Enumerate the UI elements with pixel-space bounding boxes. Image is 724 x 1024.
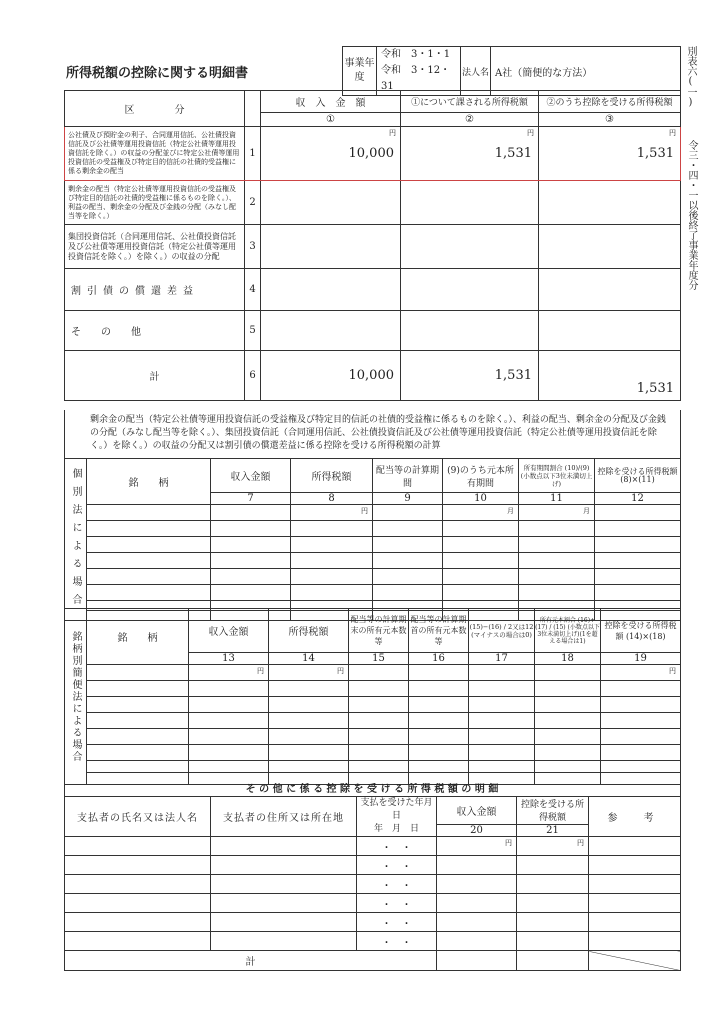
table-row	[65, 681, 681, 697]
date-dots: ・ ・	[357, 932, 437, 951]
deduct-header: ②のうち控除を受ける所得税額	[539, 91, 681, 113]
deduct-value: 1,531	[636, 146, 674, 161]
corp-name-label: 法人名	[461, 47, 491, 96]
kubun-header: 区 分	[65, 91, 245, 127]
yen-unit: 円	[527, 129, 534, 137]
income-header: 収 入 金 額	[261, 91, 401, 113]
col-no: 20	[437, 824, 517, 836]
individual-method-label: 個別法による場合	[70, 467, 81, 612]
tax-value: 1,531	[494, 146, 532, 161]
col-no: 13	[189, 653, 269, 665]
row-no: 4	[245, 269, 261, 311]
col-header: 支払者の住所又は所在地	[211, 797, 357, 837]
table-row	[65, 225, 681, 269]
income-value: 10,000	[348, 146, 394, 161]
tax-total: 1,531	[401, 351, 539, 401]
col-no: 19	[601, 653, 681, 665]
col-header: 支払者の氏名又は法人名	[65, 797, 211, 837]
fiscal-year-from: 令和 3・1・1	[381, 49, 451, 60]
month-unit: 月	[507, 507, 514, 515]
table-row	[65, 932, 681, 951]
table-row	[65, 761, 681, 773]
col-no-1: ①	[261, 113, 401, 127]
date-dots: ・ ・	[357, 913, 437, 932]
yen-unit: 円	[669, 129, 676, 137]
table-row	[65, 311, 681, 351]
table-row	[65, 745, 681, 761]
yen-unit: 円	[361, 507, 368, 515]
table-row	[65, 837, 681, 856]
tax-header: ①について課される所得税額	[401, 91, 539, 113]
col-no: 14	[269, 653, 349, 665]
row-label: 割引債の償還差益	[65, 269, 245, 311]
row-label: そ の 他	[65, 311, 245, 351]
main-table	[64, 90, 681, 401]
simplified-method-label: 銘柄別簡便法による場合	[70, 630, 81, 763]
diagonal-cell	[589, 951, 681, 971]
table-row	[65, 537, 681, 553]
yen-unit: 円	[389, 129, 396, 137]
table-row	[65, 951, 681, 971]
col-header: 銘 柄	[87, 459, 211, 505]
yen-unit: 円	[577, 839, 584, 847]
row-no: 6	[245, 351, 261, 401]
form-title: 所得税額の控除に関する明細書	[66, 66, 249, 81]
col-header: 配当等の計算期間	[373, 459, 443, 493]
table-row	[65, 856, 681, 875]
row-label: 公社債及び預貯金の利子、合同運用信託、公社債投資信託及び公社債等運用投資信託（特定公社債等運用投資信託を除く。）の収益の分配並びに特定公社債等運用投資信託の受益権及び特定目的信託の社債的受益権に係る剰余金の配当	[65, 127, 245, 181]
col-no: 8	[291, 493, 373, 505]
col-header: 配当等の計算期末の所有元本数等	[349, 609, 409, 653]
fiscal-year-to: 令和 3・12・31	[381, 65, 451, 92]
month-unit: 月	[583, 507, 590, 515]
other-deductions-table	[64, 796, 681, 971]
table-row	[65, 269, 681, 311]
table-row	[65, 585, 681, 601]
date-dots: ・ ・	[357, 894, 437, 913]
col-no: 11	[519, 493, 595, 505]
date-dots: ・ ・	[357, 875, 437, 894]
date-dots: ・ ・	[357, 856, 437, 875]
yen-unit: 円	[669, 667, 676, 675]
col-header: 控除を受ける所得税額 (8)×(11)	[595, 459, 681, 493]
fiscal-year-dates	[377, 47, 461, 96]
row-no: 2	[245, 181, 261, 225]
table-row	[65, 697, 681, 713]
col-header: 収入金額	[211, 459, 291, 493]
col-header: 控除を受ける所得税額	[517, 797, 589, 825]
col-no-2: ②	[401, 113, 539, 127]
form-number: 別表六(一)	[685, 46, 696, 108]
col-header: 収入金額	[437, 797, 517, 825]
date-sub-header: 年 月 日	[373, 824, 419, 834]
table-row	[65, 913, 681, 932]
row-label: 剰余金の配当（特定公社債等運用投資信託の受益権及び特定目的信託の社債的受益権に係るものを除く。）、利益の配当、剰余金の分配及び金銭の分配（みなし配当等を除く。）	[65, 181, 245, 225]
col-header: 収入金額	[189, 609, 269, 653]
yen-unit: 円	[337, 667, 344, 675]
col-header: 所得税額	[291, 459, 373, 493]
col-no: 21	[517, 824, 589, 836]
table-row	[65, 521, 681, 537]
col-no: 7	[211, 493, 291, 505]
fiscal-year-label: 事業年度	[343, 47, 377, 96]
table-row	[65, 569, 681, 585]
col-no: 9	[373, 493, 443, 505]
col-no: 16	[409, 653, 469, 665]
table-row	[65, 665, 681, 681]
col-no: 17	[469, 653, 535, 665]
col-header: 所有元本割合 (16)+(17) / (15) (小数点以下3位未満切上げ)(1を超える場合は1)	[535, 609, 601, 653]
individual-method-table	[64, 458, 681, 621]
total-label: 計	[65, 951, 437, 971]
corp-name-value: A社（簡便的な方法）	[491, 47, 681, 96]
table-row	[65, 875, 681, 894]
col-header: 控除を受ける所得税額 (14)×(18)	[601, 609, 681, 653]
row-label: 集団投資信託（合同運用信託、公社債投資信託及び公社債等運用投資信託（特定公社債等運用投資信託を除く。）を除く。）の収益の分配	[65, 225, 245, 269]
row-label: 計	[65, 351, 245, 401]
col-no: 10	[443, 493, 519, 505]
col-header: 銘 柄	[87, 609, 189, 665]
row-no: 5	[245, 311, 261, 351]
table-row	[65, 553, 681, 569]
table-row	[65, 894, 681, 913]
section2-heading: 剰余金の配当（特定公社債等運用投資信託の受益権及び特定目的信託の社債的受益権に係るものを除く。）、利益の配当、剰余金の分配及び金銭の分配（みなし配当等を除く。）、集団投資信託（合同運用信託、公社債投資信託及び公社債等運用投資信託（特定公社債等運用投資信託を除く。）を除く。）の収益の分配又は割引債の償還差益に係る控除を受ける所得税額の計算	[90, 415, 666, 451]
header-box	[342, 46, 681, 96]
period-note: 令三・四・一以後終了事業年度分	[686, 140, 697, 290]
table-row	[65, 729, 681, 745]
col-no: 15	[349, 653, 409, 665]
col-header: (9)のうち元本所有期間	[443, 459, 519, 493]
table-row	[65, 351, 681, 401]
col-header: 参 考	[589, 797, 681, 837]
income-total: 10,000	[261, 351, 401, 401]
row-no: 1	[245, 127, 261, 181]
col-header: 所得税額	[269, 609, 349, 653]
table-row	[65, 505, 681, 521]
row-no: 3	[245, 225, 261, 269]
table-row	[65, 713, 681, 729]
col-header: 支払を受けた年月日	[360, 798, 433, 821]
table-row	[65, 127, 681, 181]
col-no: 18	[535, 653, 601, 665]
section3-heading: そ の 他 に 係 る 控 除 を 受 け る 所 得 税 額 の 明 細	[245, 784, 499, 795]
col-header: 所有期間割合 (10)/(9) (小数点以下3位未満切上げ)	[519, 459, 595, 493]
deduct-total: 1,531	[539, 351, 681, 401]
date-dots: ・ ・	[357, 837, 437, 856]
col-header: (15)−(16) / 2又は12 (マイナスの場合は0)	[469, 609, 535, 653]
yen-unit: 円	[257, 667, 264, 675]
col-no: 12	[595, 493, 681, 505]
col-header: 配当等の計算期首の所有元本数等	[409, 609, 469, 653]
col-no-3: ③	[539, 113, 681, 127]
table-row	[65, 181, 681, 225]
simplified-method-table	[64, 608, 681, 785]
yen-unit: 円	[505, 839, 512, 847]
